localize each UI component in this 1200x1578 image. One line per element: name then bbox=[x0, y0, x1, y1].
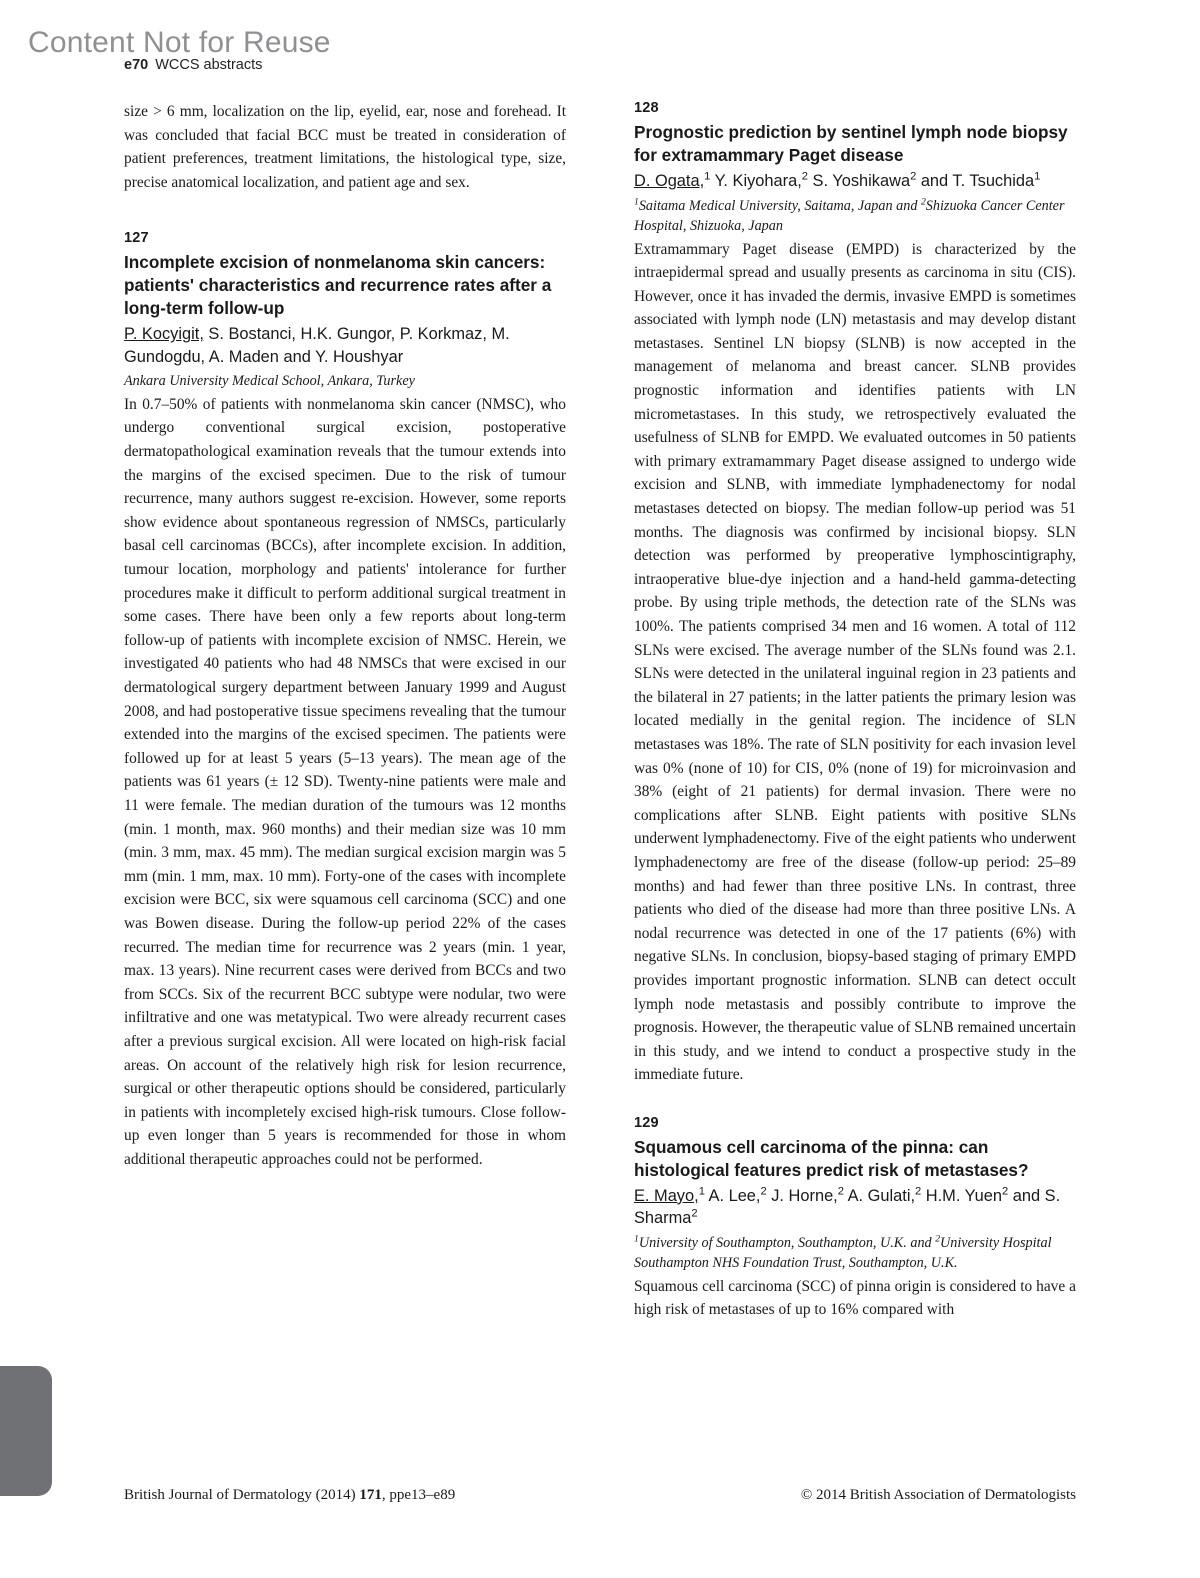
column-spacer bbox=[634, 1087, 1076, 1115]
two-column-body bbox=[124, 100, 1076, 1322]
abstract-number: 127 bbox=[124, 230, 149, 247]
other-authors-4: H.M. Yuen bbox=[921, 1186, 1003, 1205]
affil-marker-3: 2 bbox=[837, 1185, 844, 1198]
footer-citation bbox=[124, 1487, 455, 1504]
abstract-number: 128 bbox=[634, 100, 659, 116]
affil-marker-6: 2 bbox=[691, 1207, 698, 1220]
other-authors-1: Y. Kiyohara, bbox=[710, 172, 802, 190]
affil-marker-2: 2 bbox=[801, 170, 808, 183]
other-authors-5: and S. Sharma bbox=[634, 1186, 1061, 1228]
affiliation-text-2: Shizuoka Cancer Center Hospital, Shizuoka, Japan bbox=[634, 197, 1065, 234]
affil-index-1: 1 bbox=[634, 195, 639, 207]
abstract-authors bbox=[124, 323, 566, 368]
abstract-authors bbox=[634, 1185, 1076, 1230]
abstract-body: Extramammary Paget disease (EMPD) is characterized by the intraepidermal spread and usually presents as carcinoma in situ (CIS). However, once it has invaded the dermis, invasive EMPD is sometimes associated with lymph node (LN) metastasis and may develop distant metastases. Sentinel LN biopsy (SLNB) is now accepted in the management of melanoma and breast cancer. SLNB provides prognostic information and identifies patients with LN micrometastases. In this study, we retrospectively evaluated the usefulness of SLNB for EMPD. We evaluated outcomes in 50 patients with primary extramammary Paget disease assigned to undergo wide excision and SLNB, with immediate lymphadenectomy for nodal metastases detected on biopsy. The median follow-up period was 51 months. The diagnosis was confirmed by incisional biopsy. SLN detection was performed by preoperative lymphoscintigraphy, intraoperative blue-dye injection and a hand-held gamma-detecting probe. By using triple methods, the detection rate of the SLNs was 100%. The patients comprised 34 men and 16 women. A total of 112 SLNs were excised. The average number of the SLNs found was 2.1. SLNs were detected in the unilateral inguinal region in 23 patients and the bilateral in 27 patients; in the latter patients the primary lesion was located medially in the genital region. The incidence of SLN metastases was 18%. The rate of SLN positivity for each invasion level was 0% (none of 10) for CIS, 0% (none of 19) for microinvasion and 38% (eight of 21 patients) for dermal invasion. There were no complications after SLNB. Eight patients with positive SLNs underwent lymphadenectomy. Five of the eight patients who underwent lymphadenectomy are free of the disease (follow-up period: 25–89 months) and had fewer than three positive LNs. In contrast, three patients who died of the disease had more than three positive LNs. A nodal recurrence was detected in one of the 17 patients (6%) with negative SLNs. In conclusion, biopsy-based staging of primary EMPD provides important prognostic information. SLNB can detect occult lymph node metastasis and possibly contribute to improve the prognosis. However, the therapeutic value of SLNB remained uncertain in this study, and we intend to conduct a prospective study in the immediate future. bbox=[634, 240, 1076, 1084]
other-authors-2: J. Horne, bbox=[766, 1186, 838, 1205]
affil-marker-1: 1 bbox=[698, 1185, 705, 1198]
abstract-affiliation bbox=[634, 196, 1076, 237]
footer-copyright: © 2014 British Association of Dermatologists bbox=[800, 1487, 1076, 1503]
right-column bbox=[634, 100, 1076, 1322]
abstract-title: Squamous cell carcinoma of the pinna: can histological features predict risk of metastases? bbox=[634, 1136, 1029, 1180]
footer-volume: 171 bbox=[359, 1487, 382, 1503]
abstract-authors bbox=[634, 170, 1076, 193]
affil-marker-1: 1 bbox=[704, 170, 711, 183]
affil-marker-4: 2 bbox=[915, 1185, 922, 1198]
other-authors-3: and T. Tsuchida bbox=[916, 172, 1035, 190]
abstract-title: Prognostic prediction by sentinel lymph node biopsy for extramammary Paget disease bbox=[634, 122, 1068, 165]
affil-marker-4: 1 bbox=[1034, 170, 1041, 183]
abstract-127 bbox=[124, 230, 566, 1171]
abstract-title: Incomplete excision of nonmelanoma skin cancers: patients' characteristics and recurrence rates after a long-term follow-up bbox=[124, 252, 552, 319]
first-author: D. Ogata, bbox=[634, 172, 705, 190]
abstract-body: Squamous cell carcinoma (SCC) of pinna origin is considered to have a high risk of metastases of up to 16% compared with bbox=[634, 1277, 1076, 1319]
left-column bbox=[124, 100, 566, 1322]
abstract-body: In 0.7–50% of patients with nonmelanoma skin cancer (NMSC), who undergo conventional surgical excision, postoperative dermatopathological examination reveals that the tumour extends into the margins of the excised specimen. Due to the risk of tumour recurrence, many authors suggest re-excision. However, some reports show evidence about spontaneous regression of NMSCs, particularly basal cell carcinomas (BCCs), after incomplete excision. In addition, tumour location, morphology and patients' intolerance for further procedures make it difficult to perform additional surgical treatment in some cases. There have been only a few reports about long-term follow-up of patients with incomplete excision of NMSC. Herein, we investigated 40 patients who had 48 NMSCs that were excised in our dermatological surgery department between January 1999 and August 2008, and had postoperative tissue specimens revealing that the tumour extended into the margins of the excised specimen. The patients were followed up for at least 5 years (5–13 years). The mean age of the patients was 61 years (± 12 SD). Twenty-nine patients were male and 11 were female. The median duration of the tumours was 12 months (min. 1 month, max. 960 months) and their median size was 10 mm (min. 3 mm, max. 45 mm). The median surgical excision margin was 5 mm (min. 1 mm, max. 10 mm). Forty-one of the cases with incomplete excision were BCC, six were squamous cell carcinoma (SCC) and one was Bowen disease. During the follow-up period 22% of the cases recurred. The median time for recurrence was 2 years (min. 1 year, max. 13 years). Nine recurrent cases were derived from BCCs and two from SCCs. Six of the recurrent BCC subtype were nodular, two were infiltrative and one was metatypical. Two were already recurrent cases after a previous surgical excision. All were located on high-risk facial areas. On account of the relatively high risk for lesion recurrence, surgical or other therapeutic options should be considered, particularly in patients with incompletely excised high-risk tumours. Close follow-up even longer than 5 years is recommended for those in whom additional therapeutic approaches could not be performed. bbox=[124, 395, 566, 1168]
affil-marker-2: 2 bbox=[760, 1185, 767, 1198]
other-authors-2: S. Yoshikawa bbox=[808, 172, 911, 190]
abstract-129 bbox=[634, 1115, 1076, 1322]
abstract-affiliation bbox=[634, 1233, 1076, 1274]
running-head bbox=[124, 57, 262, 73]
first-author: E. Mayo, bbox=[634, 1186, 699, 1205]
affil-marker-5: 2 bbox=[1002, 1185, 1009, 1198]
abstract-affiliation: Ankara University Medical School, Ankara, Turkey bbox=[124, 373, 415, 390]
column-spacer bbox=[124, 194, 566, 230]
running-head-label: WCCS abstracts bbox=[155, 57, 263, 73]
affil-index-1: 1 bbox=[634, 1233, 639, 1245]
other-authors-1: A. Lee, bbox=[704, 1186, 761, 1205]
affiliation-text-1: University of Southampton, Southampton, U.K. and bbox=[638, 1234, 936, 1251]
other-authors: S. Bostanci, H.K. Gungor, P. Korkmaz, M. Gundogdu, A. Maden and Y. Houshyar bbox=[124, 325, 510, 366]
continued-paragraph: size > 6 mm, localization on the lip, eyelid, ear, nose and forehead. It was concluded that facial BCC must be treated in consideration of patient preferences, treatment limitations, the histological type, size, precise anatomical localization, and patient age and sex. bbox=[124, 103, 566, 191]
page-thumb-tab bbox=[0, 1366, 52, 1496]
affil-index-2: 2 bbox=[935, 1233, 941, 1245]
affil-marker-3: 2 bbox=[910, 170, 917, 183]
footer-journal: British Journal of Dermatology (2014) bbox=[124, 1487, 360, 1503]
watermark-text: Content Not for Reuse bbox=[28, 26, 331, 59]
affiliation-text-2: University Hospital Southampton NHS Foundation Trust, Southampton, U.K. bbox=[634, 1234, 1052, 1272]
footer-pages: , ppe13–e89 bbox=[381, 1487, 456, 1503]
other-authors-3: A. Gulati, bbox=[843, 1186, 916, 1205]
page-footer bbox=[124, 1487, 1076, 1504]
first-author: P. Kocyigit, bbox=[124, 325, 204, 344]
affil-index-2: 2 bbox=[920, 195, 926, 207]
abstract-number: 129 bbox=[634, 1114, 659, 1131]
abstract-128 bbox=[634, 100, 1076, 1087]
affiliation-text-1: Saitama Medical University, Saitama, Japan and bbox=[638, 197, 921, 214]
page-folio: e70 bbox=[124, 57, 149, 73]
